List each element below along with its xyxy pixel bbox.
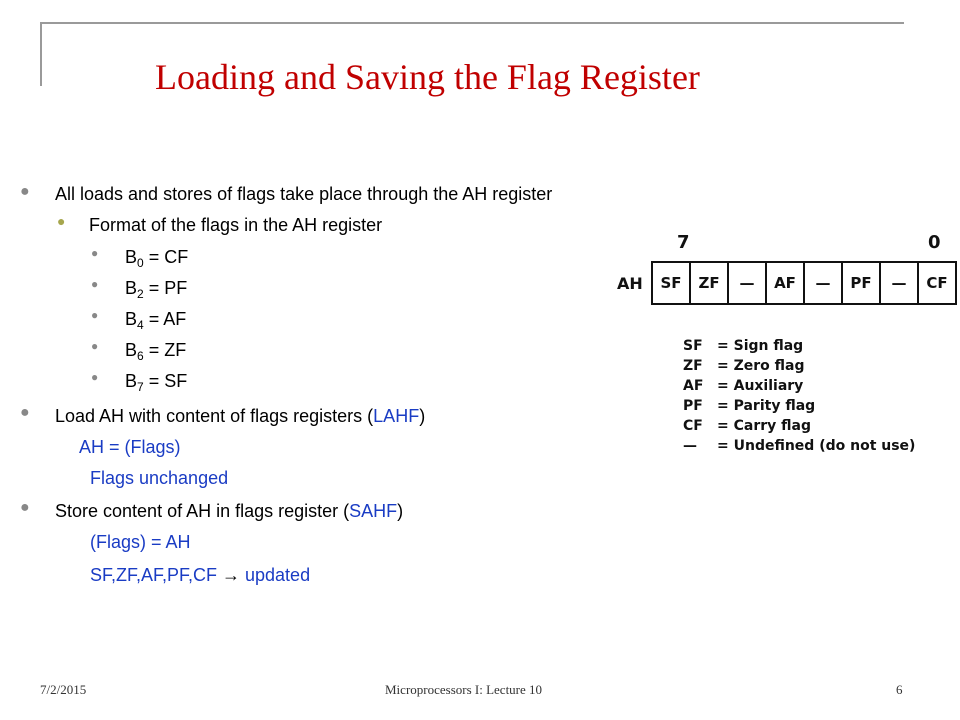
- bullet-dot: ●: [91, 308, 99, 322]
- footer-page-number: 6: [896, 682, 903, 697]
- bit-b4-line: $B_4$ = AF: [125, 309, 187, 332]
- register-cell: ZF: [691, 263, 729, 303]
- frame-left-rule: [40, 22, 42, 86]
- bullet-dot: ●: [91, 339, 99, 353]
- bullet-dot: ●: [20, 183, 30, 200]
- legend-row: ZF = Zero flag: [683, 358, 805, 374]
- bit-b2-line: $B_2$ = PF: [125, 278, 188, 301]
- slide-title: Loading and Saving the Flag Register: [155, 57, 700, 97]
- bullet-line-lahf: Load AH with content of flags registers (LAHF): [55, 406, 426, 426]
- flags-equals-ah: (Flags) = AH: [90, 532, 191, 552]
- legend-row: AF = Auxiliary: [683, 378, 804, 394]
- register-cell: AF: [767, 263, 805, 303]
- right-arrow-icon: →: [222, 565, 241, 585]
- legend-row: — = Undefined (do not use): [683, 438, 916, 454]
- bullet-line-2: Format of the flags in the AH register: [89, 215, 383, 235]
- flag-legend: [683, 336, 915, 456]
- bullet-dot: ●: [20, 499, 30, 516]
- flags-updated-line: SF,ZF,AF,PF,CF → updated: [90, 565, 311, 585]
- bullet-line-1: All loads and stores of flags take place through the AH register: [55, 184, 553, 204]
- sahf-keyword: SAHF: [349, 501, 398, 521]
- register-cell: CF: [926, 274, 948, 292]
- register-label: AH: [617, 274, 643, 293]
- bullet-dot: ●: [91, 370, 99, 384]
- legend-row: PF = Parity flag: [683, 398, 816, 414]
- legend-row: CF = Carry flag: [683, 418, 811, 434]
- bullet-dot: ●: [57, 213, 66, 229]
- bit-b7-line: $B_7$ = SF: [125, 371, 188, 394]
- footer-course: Microprocessors I: Lecture 10: [385, 682, 543, 697]
- ah-equals-flags: AH = (Flags): [79, 437, 181, 457]
- bit-7-label: 7: [677, 232, 690, 253]
- bullet-line-sahf: Store content of AH in flags register (SAHF): [55, 501, 404, 521]
- register-cells: [651, 261, 957, 305]
- flags-unchanged: Flags unchanged: [90, 468, 229, 488]
- register-cell: —: [805, 263, 843, 303]
- footer-date: 7/2/2015: [40, 682, 87, 697]
- register-cell: SF: [653, 263, 691, 303]
- bullet-dot: ●: [91, 277, 99, 291]
- legend-row: SF = Sign flag: [683, 338, 804, 354]
- bit-b6-line: $B_6$ = ZF: [125, 340, 187, 363]
- register-cell: PF: [843, 263, 881, 303]
- register-cell: —: [881, 263, 919, 303]
- lahf-keyword: LAHF: [373, 406, 420, 426]
- bullet-dot: ●: [91, 246, 99, 260]
- register-cell: —: [729, 263, 767, 303]
- bit-b0-line: $B_0$ = CF: [125, 247, 189, 270]
- ah-register-diagram: [617, 228, 957, 468]
- frame-top-rule: [40, 22, 904, 24]
- bit-0-label: 0: [928, 232, 941, 253]
- bullet-dot: ●: [20, 404, 30, 421]
